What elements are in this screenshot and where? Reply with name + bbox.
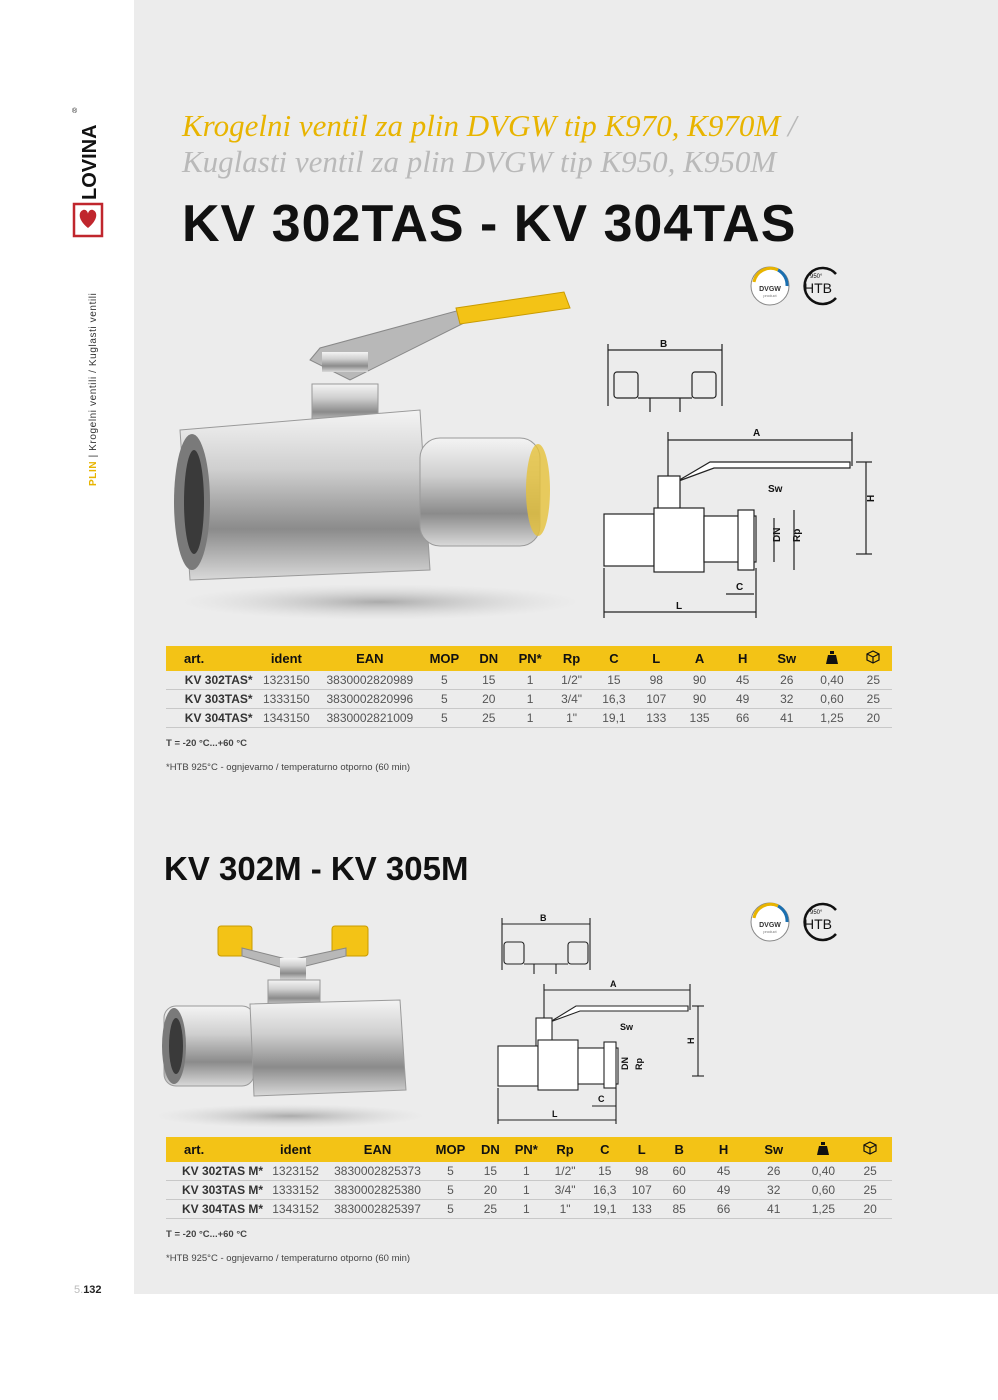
- header-ident: ident: [265, 1137, 326, 1162]
- table-row: [166, 671, 892, 690]
- cell-package: 25: [848, 1181, 892, 1200]
- header-a: A: [678, 646, 721, 671]
- header-c: C: [593, 646, 634, 671]
- cell-art: KV 304TAS*: [166, 709, 255, 728]
- cell-rp: 3/4": [550, 690, 593, 709]
- cell-pn: 1: [509, 1181, 544, 1200]
- dimension-h-label: H: [686, 1037, 696, 1044]
- header-ident: ident: [255, 646, 319, 671]
- header-sw: Sw: [764, 646, 809, 671]
- header-b: B: [660, 1137, 698, 1162]
- dimension-l-label: L: [552, 1109, 558, 1119]
- cell-pn: 1: [509, 1200, 544, 1219]
- cell-sw: 41: [764, 709, 809, 728]
- cell-weight: 0,40: [809, 671, 854, 690]
- cell-package: 20: [848, 1200, 892, 1219]
- cell-ident: 1333150: [255, 690, 319, 709]
- cell-sw: 32: [764, 690, 809, 709]
- table-row: [166, 1181, 892, 1200]
- product1-spec-table: [166, 646, 892, 728]
- cell-weight: 1,25: [798, 1200, 848, 1219]
- section-label: [88, 293, 99, 486]
- header-pn: PN*: [509, 1137, 544, 1162]
- dimension-a-label: A: [753, 428, 761, 439]
- cell-dn: 25: [467, 709, 510, 728]
- header-h: H: [698, 1137, 749, 1162]
- dimension-c-label: C: [598, 1094, 605, 1104]
- registered-mark: ®: [72, 108, 78, 115]
- product2-technical-drawing: [492, 910, 712, 1126]
- cell-dn: 15: [472, 1162, 509, 1181]
- header-pn: PN*: [510, 646, 550, 671]
- cell-l: 98: [635, 671, 678, 690]
- package-box-icon: [863, 1141, 877, 1155]
- header-l: L: [623, 1137, 660, 1162]
- page-number-prefix: 5.: [74, 1284, 84, 1296]
- cell-l: 107: [623, 1181, 660, 1200]
- cell-rp: 1": [550, 709, 593, 728]
- cell-sw: 26: [749, 1162, 798, 1181]
- cell-weight: 0,60: [809, 690, 854, 709]
- product1-htb-note: *HTB 925°C - ognjevarno / temperaturno otporno (60 min): [166, 762, 411, 773]
- cell-mop: 5: [429, 1200, 472, 1219]
- cell-package: 25: [855, 671, 892, 690]
- title-slovenian-text: Krogelni ventil za plin DVGW tip K970, K970M: [182, 108, 781, 143]
- cell-a: 90: [678, 671, 721, 690]
- cell-h: 66: [721, 709, 764, 728]
- product2-htb-note: *HTB 925°C - ognjevarno / temperaturno otporno (60 min): [166, 1253, 411, 1264]
- section-label-highlight: PLIN: [88, 460, 99, 486]
- product2-model-title: KV 302M - KV 305M: [164, 850, 469, 887]
- header-mop: MOP: [422, 646, 468, 671]
- product1-technical-drawing: [598, 336, 888, 626]
- cell-dn: 20: [467, 690, 510, 709]
- cell-ident: 1333152: [265, 1181, 326, 1200]
- cell-rp: 1/2": [544, 1162, 586, 1181]
- product2-temperature-note: T = -20 °C...+60 °C: [166, 1229, 247, 1240]
- cell-dn: 25: [472, 1200, 509, 1219]
- header-art: art.: [166, 646, 255, 671]
- dvgw-badge-label: DVGW: [759, 286, 781, 293]
- cell-ident: 1323150: [255, 671, 319, 690]
- cell-l: 98: [623, 1162, 660, 1181]
- product2-valve-photo: [150, 920, 440, 1130]
- title-slovenian: [182, 108, 797, 144]
- htb-badge: [804, 268, 836, 304]
- table-row: [166, 690, 892, 709]
- dimension-b-label: B: [660, 339, 668, 350]
- header-weight: [798, 1137, 848, 1162]
- sidebar: [0, 0, 134, 1294]
- cell-rp: 3/4": [544, 1181, 586, 1200]
- dimension-b-label: B: [540, 913, 547, 923]
- htb-badge-temp: 950°: [810, 910, 823, 916]
- cell-weight: 1,25: [809, 709, 854, 728]
- product2-spec-table: [166, 1137, 892, 1219]
- cell-weight: 0,60: [798, 1181, 848, 1200]
- product1-valve-photo: [160, 290, 590, 620]
- cell-h: 66: [698, 1200, 749, 1219]
- product1-model-title: KV 302TAS - KV 304TAS: [182, 195, 797, 253]
- cell-b: 85: [660, 1200, 698, 1219]
- cell-ean: 3830002825397: [326, 1200, 429, 1219]
- header-art: art.: [166, 1137, 265, 1162]
- cell-sw: 41: [749, 1200, 798, 1219]
- cell-art: KV 302TAS M*: [166, 1162, 265, 1181]
- table-row: [166, 1162, 892, 1181]
- cell-l: 107: [635, 690, 678, 709]
- cell-art: KV 304TAS M*: [166, 1200, 265, 1219]
- cell-h: 49: [721, 690, 764, 709]
- cell-h: 45: [721, 671, 764, 690]
- cell-a: 90: [678, 690, 721, 709]
- cell-ean: 3830002825380: [326, 1181, 429, 1200]
- header-l: L: [635, 646, 678, 671]
- dimension-l-label: L: [676, 601, 683, 612]
- dvgw-badge-label: DVGW: [759, 922, 781, 929]
- dimension-rp-label: Rp: [634, 1058, 644, 1070]
- section-label-rest: | Krogelni ventili / Kuglasti ventili: [88, 292, 99, 461]
- package-box-icon: [866, 650, 880, 664]
- title-slash: /: [780, 108, 797, 143]
- cell-c: 16,3: [586, 1181, 623, 1200]
- dvgw-badge-sub: product: [763, 293, 777, 298]
- header-package: [855, 646, 892, 671]
- dimension-sw-label: Sw: [768, 484, 783, 495]
- cell-pn: 1: [510, 709, 550, 728]
- cell-ean: 3830002825373: [326, 1162, 429, 1181]
- cell-mop: 5: [429, 1162, 472, 1181]
- cell-ident: 1343150: [255, 709, 319, 728]
- title-croatian: Kuglasti ventil za plin DVGW tip K950, K950M: [182, 144, 777, 179]
- cell-art: KV 303TAS M*: [166, 1181, 265, 1200]
- product1-temperature-note: T = -20 °C...+60 °C: [166, 738, 247, 749]
- cell-rp: 1/2": [550, 671, 593, 690]
- header-dn: DN: [467, 646, 510, 671]
- weight-icon: [817, 1142, 829, 1155]
- header-rp: Rp: [544, 1137, 586, 1162]
- header-ean: EAN: [326, 1137, 429, 1162]
- header-dn: DN: [472, 1137, 509, 1162]
- cell-ident: 1323152: [265, 1162, 326, 1181]
- cell-rp: 1": [544, 1200, 586, 1219]
- header-mop: MOP: [429, 1137, 472, 1162]
- cell-ident: 1343152: [265, 1200, 326, 1219]
- table-row: [166, 709, 892, 728]
- cell-pn: 1: [509, 1162, 544, 1181]
- certification-badges-2: [748, 900, 844, 944]
- certification-badges-1: [748, 264, 844, 308]
- cell-sw: 26: [764, 671, 809, 690]
- cell-c: 15: [586, 1162, 623, 1181]
- cell-mop: 5: [429, 1181, 472, 1200]
- cell-pn: 1: [510, 690, 550, 709]
- header-c: C: [586, 1137, 623, 1162]
- htb-badge-temp: 950°: [810, 274, 823, 280]
- header-rp: Rp: [550, 646, 593, 671]
- table-header-row: [166, 646, 892, 671]
- cell-art: KV 303TAS*: [166, 690, 255, 709]
- cell-dn: 15: [467, 671, 510, 690]
- dimension-a-label: A: [610, 979, 617, 989]
- page-number-value: 132: [83, 1284, 102, 1296]
- header-ean: EAN: [318, 646, 422, 671]
- cell-l: 133: [623, 1200, 660, 1219]
- cell-mop: 5: [422, 690, 468, 709]
- cell-c: 16,3: [593, 690, 634, 709]
- cell-h: 49: [698, 1181, 749, 1200]
- htb-badge-label: HTB: [804, 916, 832, 932]
- dvgw-badge-sub: product: [763, 929, 777, 934]
- header-package: [848, 1137, 892, 1162]
- cell-package: 25: [855, 690, 892, 709]
- cell-mop: 5: [422, 709, 468, 728]
- dimension-sw-label: Sw: [620, 1022, 634, 1032]
- dimension-dn-label: DN: [772, 527, 783, 542]
- table-row: [166, 1200, 892, 1219]
- cell-sw: 32: [749, 1181, 798, 1200]
- page-number: [74, 1284, 102, 1296]
- cell-c: 19,1: [593, 709, 634, 728]
- dimension-dn-label: DN: [620, 1057, 630, 1070]
- cell-l: 133: [635, 709, 678, 728]
- cell-art: KV 302TAS*: [166, 671, 255, 690]
- lovina-logo: [72, 104, 106, 238]
- header-h: H: [721, 646, 764, 671]
- htb-badge: [804, 904, 836, 940]
- cell-b: 60: [660, 1162, 698, 1181]
- dvgw-badge: [751, 267, 789, 305]
- header-weight: [809, 646, 854, 671]
- cell-h: 45: [698, 1162, 749, 1181]
- cell-mop: 5: [422, 671, 468, 690]
- table-header-row: [166, 1137, 892, 1162]
- cell-dn: 20: [472, 1181, 509, 1200]
- cell-ean: 3830002820989: [318, 671, 422, 690]
- brand-wordmark: LOVINA: [79, 124, 101, 200]
- cell-b: 60: [660, 1181, 698, 1200]
- dvgw-badge: [751, 903, 789, 941]
- dimension-rp-label: Rp: [792, 528, 803, 542]
- cell-a: 135: [678, 709, 721, 728]
- dimension-c-label: C: [736, 582, 744, 593]
- cell-c: 19,1: [586, 1200, 623, 1219]
- htb-badge-label: HTB: [804, 280, 832, 296]
- cell-ean: 3830002821009: [318, 709, 422, 728]
- cell-pn: 1: [510, 671, 550, 690]
- cell-package: 20: [855, 709, 892, 728]
- cell-weight: 0,40: [798, 1162, 848, 1181]
- cell-ean: 3830002820996: [318, 690, 422, 709]
- cell-package: 25: [848, 1162, 892, 1181]
- dimension-h-label: H: [866, 494, 877, 502]
- weight-icon: [826, 651, 838, 664]
- header-sw: Sw: [749, 1137, 798, 1162]
- cell-c: 15: [593, 671, 634, 690]
